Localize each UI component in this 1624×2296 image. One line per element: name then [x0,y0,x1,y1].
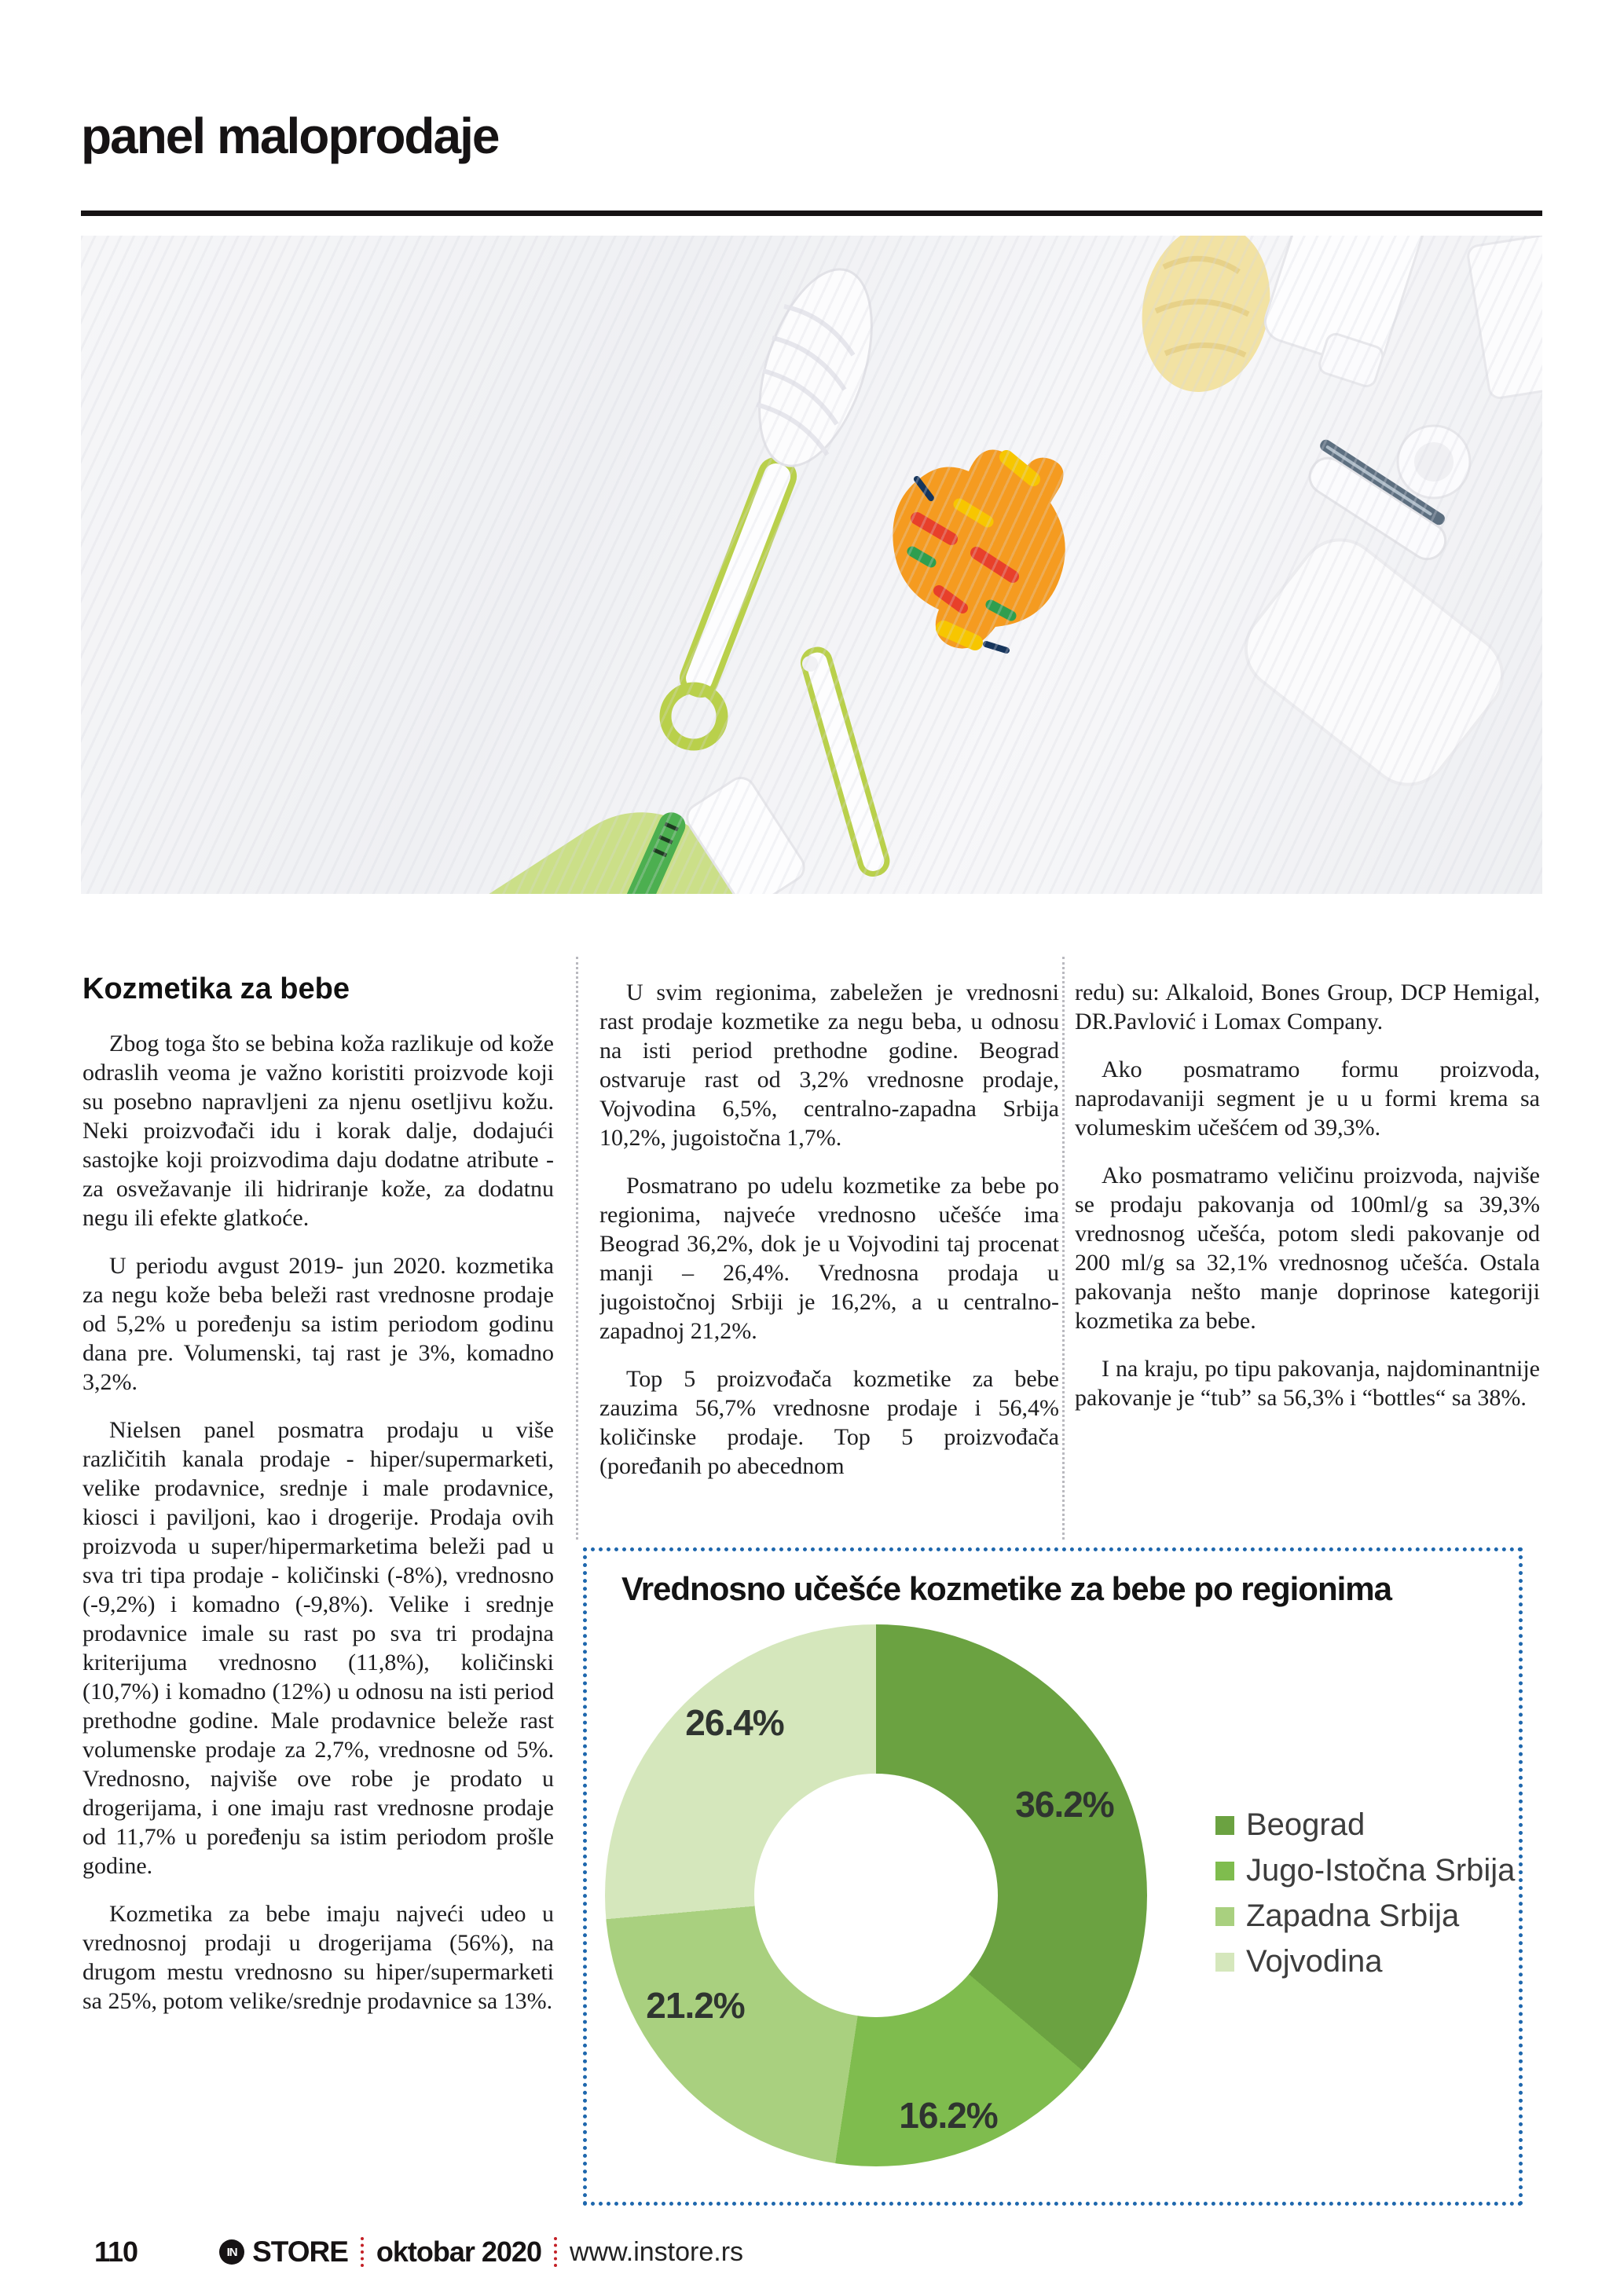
paragraph: Posmatrano po udelu kozmetike za bebe po regionima, najveće vrednosno učešće ima Beograd 36,2%, dok je u Vojvodini taj procenat manji – 26,4%. Vrednosna prodaja u jugoistočnoj Srbiji je 16,2%, a u centralno-zapadnoj 21,2%. [599,1173,1059,1344]
article-column-2 [599,978,1059,1540]
paragraph: U svim regionima, zabeležen je vrednosni rast prodaje kozmetike za negu beba, u odnosu na isti period prethodne godine. Beograd ostvaruje rast od 3,2% vrednosne prodaje, Vojvodina 6,5%, centralno-zapadna Srbija 10,2%, jugoistočna 1,7%. [599,980,1059,1151]
instore-logo-icon: IN [219,2239,244,2265]
hero-photo [81,236,1542,894]
paragraph: Nielsen panel posmatra prodaju u više različitih kanala prodaje - hiper/supermarketi, velike prodavnice, srednje i male prodavnice, kiosci i paviljoni, kao i drogerije. Prodaja ovih proizvoda u super/hipermarketima beleži pad u sva tri tipa prodaje - količinski (-8%), vrednosno (-9,2%) i komadno (-9,8%). Velike i srednje prodavnice imale su rast po sva tri prodajna kriterijuma vrednosno (11,8%), količinski (10,7%) i komadno (12%) u odnosu na isti period prethodne godine. Male prodavnice beleže rast volumenske prodaje za 2,7%, vrednosne od 5%. Vrednosno, najviše ove robe je prodato u drogerijama, i one imaju rast vrednosne prodaje od 11,7% u poređenju sa istim periodom prošle godine. [82,1417,554,1879]
chart-legend [1215,1807,1515,1979]
legend-swatch-icon [1215,1862,1234,1880]
paragraph: Ako posmatramo formu proizvoda, naprodavaniji segment je u u formi krema sa volumeskim učešćem od 39,3%. [1075,1056,1540,1141]
slice-label-zapadna: 21.2% [646,1985,745,2026]
towel-texture [81,236,1542,894]
legend-item-beograd [1215,1807,1515,1843]
page-header-title: panel maloprodaje [81,108,499,164]
footer-separator [554,2237,557,2267]
legend-swatch-icon [1215,1816,1234,1835]
legend-label: Jugo-Istočna Srbija [1246,1853,1516,1888]
slice-label-vojvodina: 26.4% [685,1702,784,1743]
column-separator [576,957,578,1540]
paragraph: Kozmetika za bebe imaju najveći udeo u vrednosnoj prodaji u drogerijama (56%), na drugom mestu vrednosno su hiper/supermarketi sa 25%, potom velike/srednje prodavnice sa 13%. [82,1901,554,2014]
legend-label: Vojvodina [1246,1944,1383,1979]
paragraph: I na kraju, po tipu pakovanja, najdominantnije pakovanje je “tub” sa 56,3% i “bottles“ sa 38%. [1075,1356,1540,1411]
paragraph: Top 5 proizvođača kozmetike za bebe zauzima 56,7% vrednosne prodaje i 56,4% količinske prodaje. Top 5 proizvođača (poređanih po abecednom [599,1366,1059,1479]
header-rule [81,211,1542,216]
footer-date: oktobar 2020 [376,2236,541,2268]
footer-website: www.instore.rs [569,2236,744,2267]
slice-label-jugoistocna: 16.2% [899,2095,998,2136]
donut-hole [754,1774,998,2017]
paragraph: redu) su: Alkaloid, Bones Group, DCP Hemigal, DR.Pavlović i Lomax Company. [1075,980,1540,1034]
page-footer [94,2236,743,2269]
legend-label: Beograd [1246,1807,1366,1842]
page-number: 110 [94,2236,138,2268]
legend-item-jugoistocna [1215,1853,1515,1888]
column-separator [1062,957,1065,1540]
legend-label: Zapadna Srbija [1246,1899,1460,1933]
legend-item-vojvodina [1215,1944,1515,1979]
chart-title: Vrednosno učešće kozmetike za bebe po regionima [621,1570,1391,1607]
brand-name: STORE [252,2236,348,2268]
paragraph: Ako posmatramo veličinu proizvoda, najviše se prodaju pakovanja od 100ml/g sa 39,3% vrednosnog učešća, potom sledi pakovanje od 200 ml/g sa 32,1% vrednosnog učešća. Ostala pakovanja nešto manje doprinose kategoriji kozmetika za bebe. [1075,1163,1540,1334]
slice-label-beograd: 36.2% [1015,1784,1114,1825]
paragraph: Zbog toga što se bebina koža razlikuje od kože odraslih veoma je važno koristiti proizvode koji su posebno napravljeni za njenu osetljivu kožu. Neki proizvođači idu i korak dalje, dodajući sastojke koji proizvodima daju dodatne atribute - za osvežavanje ili hidriranje kože, za dodatnu negu ili efekte glatkoće. [82,1031,554,1231]
paragraph: U periodu avgust 2019- jun 2020. kozmetika za negu kože beba beleži rast vrednosne prodaje od 5,2% u poređenju sa istim periodom godinu dana pre. Volumenski, taj rast je 3%, komadno 3,2%. [82,1253,554,1395]
legend-swatch-icon [1215,1953,1234,1972]
footer-separator [361,2237,364,2267]
legend-item-zapadna [1215,1899,1515,1934]
chart-card [583,1547,1523,2206]
article-heading: Kozmetika za bebe [82,972,350,1005]
article-column-1 [82,1029,554,2042]
legend-swatch-icon [1215,1907,1234,1926]
